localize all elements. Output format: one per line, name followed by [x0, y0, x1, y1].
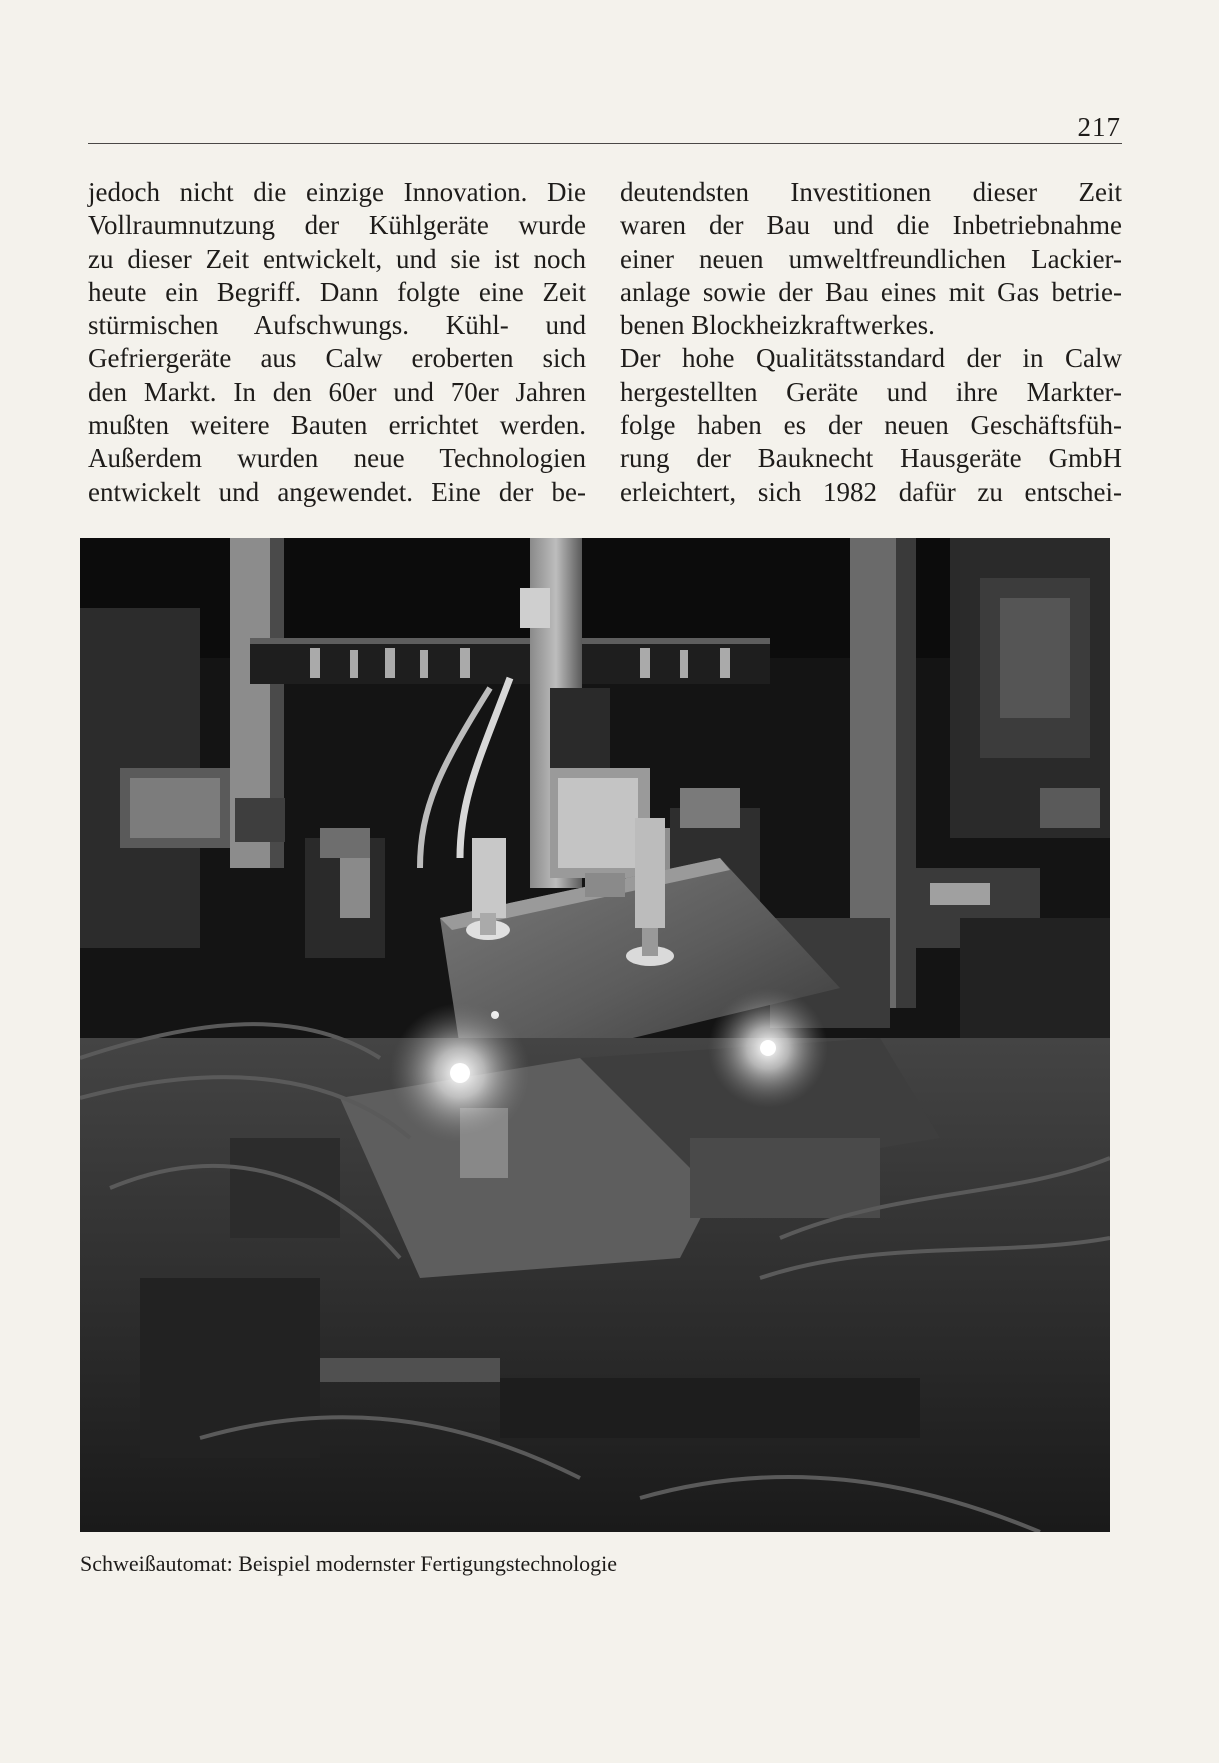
photo-illustration: [80, 538, 1110, 1532]
text-line: erleichtert, sich 1982 dafür zu entschei-: [620, 476, 1122, 507]
text-line: Der hohe Qualitätsstandard der in Calw: [620, 343, 1122, 374]
text-line: benen Blockheizkraftwerkes.: [620, 310, 935, 341]
text-column-left: [88, 176, 586, 509]
text-line: den Markt. In den 60er und 70er Jahren: [88, 376, 586, 407]
text-line: einer neuen umweltfreundlichen Lackier-: [620, 243, 1122, 274]
page-number: 217: [1077, 112, 1121, 142]
text-line: waren der Bau und die Inbetriebnahme: [620, 210, 1122, 241]
figure-caption: Schweißautomat: Beispiel modernster Fertigungstechnologie: [80, 1551, 618, 1576]
text-line: hergestellten Geräte und ihre Markter-: [620, 376, 1122, 407]
text-line: folge haben es der neuen Geschäftsfüh-: [620, 410, 1122, 441]
text-line: stürmischen Aufschwungs. Kühl- und: [88, 310, 586, 341]
text-line: mußten weitere Bauten errichtet werden.: [88, 410, 586, 441]
text-column-right: [620, 176, 1122, 509]
text-line: jedoch nicht die einzige Innovation. Die: [88, 177, 586, 207]
text-line: Außerdem wurden neue Technologien: [88, 443, 586, 474]
text-line: entwickelt und angewendet. Eine der be-: [88, 476, 586, 507]
text-line: Gefriergeräte aus Calw eroberten sich: [88, 343, 586, 374]
text-line: zu dieser Zeit entwickelt, und sie ist noch: [88, 243, 586, 274]
text-line: rung der Bauknecht Hausgeräte GmbH: [620, 443, 1122, 474]
text-line: heute ein Begriff. Dann folgte eine Zeit: [88, 276, 586, 307]
text-line: anlage sowie der Bau eines mit Gas betrie-: [620, 276, 1122, 307]
welding-machine-photo: [80, 538, 1110, 1532]
text-line: deutendsten Investitionen dieser Zeit: [620, 177, 1122, 207]
header-rule: [88, 143, 1122, 144]
text-line: Vollraumnutzung der Kühlgeräte wurde: [88, 210, 586, 241]
